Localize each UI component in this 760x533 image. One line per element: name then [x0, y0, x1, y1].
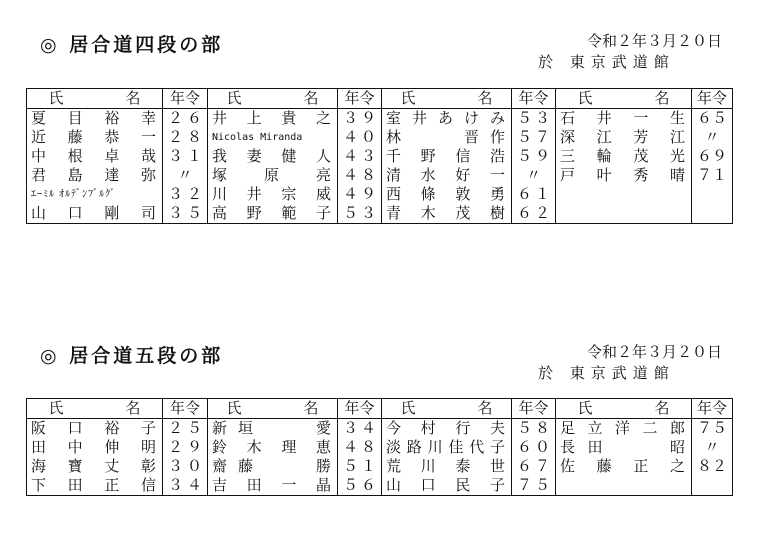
- header-age: 年令: [512, 89, 556, 109]
- candidate-name: 井上貴之: [208, 109, 338, 129]
- candidate-name: 海寶丈彰: [27, 457, 163, 476]
- candidate-age: ３４: [343, 419, 376, 437]
- candidate-age: ７５: [697, 419, 728, 437]
- header-age: 年令: [338, 89, 382, 109]
- header-name-surname-label: 氏: [577, 89, 593, 107]
- name-age-group: [26, 398, 208, 496]
- candidate-age: ４３: [343, 147, 376, 165]
- candidate-name: 中根卓哉: [27, 147, 163, 166]
- name-age-group: [26, 88, 208, 224]
- candidate-name: 三輪茂光: [556, 147, 692, 166]
- section-title-4dan: ◎ 居合道四段の部: [40, 34, 224, 56]
- candidate-age: ８２: [697, 457, 728, 475]
- header-name: [27, 399, 163, 419]
- table-row: [27, 457, 208, 476]
- candidate-name: 塚原亮: [208, 166, 338, 185]
- candidate-age: ４８: [343, 438, 376, 456]
- candidate-age: ２５: [168, 419, 202, 437]
- table-header-row: [382, 399, 556, 419]
- exam-date: 令和２年３月２０日: [586, 32, 722, 50]
- section-date-block: [532, 31, 722, 73]
- candidate-age: [692, 204, 733, 224]
- candidate-age: ３９: [343, 109, 376, 127]
- candidate-name: 川井宗威: [208, 185, 338, 204]
- header-name-surname-label: 氏: [577, 399, 593, 417]
- header-name-given-label: 名: [125, 89, 141, 107]
- table-row: [382, 128, 556, 147]
- header-name-given-label: 名: [303, 89, 319, 107]
- section-date-block: [532, 342, 722, 384]
- table-row: [27, 476, 208, 496]
- table-row: [556, 438, 733, 457]
- candidate-age: ３２: [168, 185, 202, 203]
- candidate-age: ５６: [343, 476, 376, 494]
- candidate-name: 室井あけみ: [382, 109, 512, 129]
- candidate-name: 我妻健人: [208, 147, 338, 166]
- exam-date: 令和２年３月２０日: [586, 343, 722, 361]
- header-name: [382, 399, 512, 419]
- table-row: [556, 419, 733, 439]
- candidate-age: ２９: [168, 438, 202, 456]
- candidate-name: 青木茂樹: [382, 204, 512, 224]
- candidate-age: ３０: [168, 457, 202, 475]
- candidate-age: ４９: [343, 185, 376, 203]
- candidate-age: ６２: [517, 204, 550, 222]
- table-row: [27, 109, 208, 129]
- candidate-name: ｴｰﾐﾙ ｵﾙﾃﾞﾝﾌﾞﾙｸﾞ: [27, 185, 163, 204]
- table-row: [382, 166, 556, 185]
- table-row: [556, 204, 733, 224]
- candidate-age: ７１: [697, 166, 728, 184]
- header-name-surname-label: 氏: [400, 89, 416, 107]
- candidate-name: [556, 204, 692, 224]
- table-row: [556, 185, 733, 204]
- table-row: [208, 128, 382, 147]
- header-age: 年令: [512, 399, 556, 419]
- table-row: [382, 147, 556, 166]
- name-age-group: [381, 398, 556, 496]
- table-row: [382, 204, 556, 224]
- candidate-name: 新垣 愛: [208, 419, 338, 439]
- candidate-age: 〃: [704, 438, 720, 456]
- table-row: [556, 457, 733, 476]
- table-row: [208, 204, 382, 224]
- header-age: 年令: [692, 399, 733, 419]
- header-name-given-label: 名: [125, 399, 141, 417]
- header-name: [208, 89, 338, 109]
- table-row: [208, 147, 382, 166]
- candidate-name: 高野範子: [208, 204, 338, 224]
- name-age-group: [555, 398, 733, 496]
- table-row: [208, 185, 382, 204]
- name-age-group: [207, 88, 382, 224]
- candidate-name: 阪口裕子: [27, 419, 163, 439]
- table-row: [556, 128, 733, 147]
- header-name-surname-label: 氏: [48, 89, 64, 107]
- candidate-name: 君島達弥: [27, 166, 163, 185]
- candidate-age: 〃: [177, 166, 193, 184]
- candidate-name: 吉田一晶: [208, 476, 338, 496]
- table-row: [382, 476, 556, 496]
- table-row: [556, 166, 733, 185]
- candidate-age: ５８: [517, 419, 550, 437]
- table-header-row: [208, 399, 382, 419]
- section-title-5dan: ◎ 居合道五段の部: [40, 345, 224, 367]
- candidate-age: ５７: [517, 128, 550, 146]
- candidate-age: ５１: [343, 457, 376, 475]
- table-row: [382, 109, 556, 129]
- header-name: [208, 399, 338, 419]
- candidate-name: 田中伸明: [27, 438, 163, 457]
- table-row: [27, 438, 208, 457]
- candidate-name: [556, 185, 692, 204]
- table-header-row: [556, 89, 733, 109]
- candidate-age: ６０: [517, 438, 550, 456]
- header-name-given-label: 名: [477, 89, 493, 107]
- candidate-name: [556, 476, 692, 496]
- candidate-age: [692, 476, 733, 496]
- table-row: [27, 128, 208, 147]
- header-age: 年令: [338, 399, 382, 419]
- table-row: [208, 419, 382, 439]
- header-name-surname-label: 氏: [226, 399, 242, 417]
- table-row: [382, 185, 556, 204]
- table-row: [208, 476, 382, 496]
- candidate-name: 鈴木理恵: [208, 438, 338, 457]
- header-name-given-label: 名: [654, 89, 670, 107]
- header-name-given-label: 名: [654, 399, 670, 417]
- candidate-name: 山口剛司: [27, 204, 163, 224]
- table-row: [208, 457, 382, 476]
- candidate-age: ４０: [343, 128, 376, 146]
- header-name-given-label: 名: [477, 399, 493, 417]
- candidate-name: 清水好一: [382, 166, 512, 185]
- table-header-row: [556, 399, 733, 419]
- candidate-age: ６９: [697, 147, 728, 165]
- candidate-age: ６５: [697, 109, 728, 127]
- candidate-name: 近藤恭一: [27, 128, 163, 147]
- candidate-age: 〃: [525, 166, 541, 184]
- header-age: 年令: [163, 399, 208, 419]
- name-age-group: [555, 88, 733, 224]
- exam-venue: 於 東京武道館: [538, 53, 675, 71]
- candidate-age: ３５: [168, 204, 202, 222]
- table-row: [27, 419, 208, 439]
- candidate-name: 千野信浩: [382, 147, 512, 166]
- header-name: [382, 89, 512, 109]
- exam-venue: 於 東京武道館: [538, 364, 675, 382]
- candidate-age: ５９: [517, 147, 550, 165]
- candidate-name: 足立洋二郎: [556, 419, 692, 439]
- candidate-name: 西條敦勇: [382, 185, 512, 204]
- table-row: [556, 147, 733, 166]
- candidate-name: 夏目裕幸: [27, 109, 163, 129]
- candidate-age: ４８: [343, 166, 376, 184]
- candidate-name: 今村行夫: [382, 419, 512, 439]
- header-name-given-label: 名: [303, 399, 319, 417]
- candidate-name: 荒川泰世: [382, 457, 512, 476]
- candidate-name: 林 晋作: [382, 128, 512, 147]
- name-age-group: [207, 398, 382, 496]
- candidate-age: ３４: [168, 476, 202, 494]
- table-row: [208, 438, 382, 457]
- table-row: [382, 419, 556, 439]
- table-row: [208, 166, 382, 185]
- candidate-name: 山口民子: [382, 476, 512, 496]
- table-row: [27, 147, 208, 166]
- header-name-surname-label: 氏: [400, 399, 416, 417]
- candidate-age: ６１: [517, 185, 550, 203]
- candidate-age: 〃: [704, 128, 720, 146]
- candidate-name: 淡路川佳代子: [382, 438, 512, 457]
- header-name-surname-label: 氏: [48, 399, 64, 417]
- header-age: 年令: [163, 89, 208, 109]
- table-row: [208, 109, 382, 129]
- name-age-group: [381, 88, 556, 224]
- table-header-row: [208, 89, 382, 109]
- table-row: [382, 457, 556, 476]
- table-row: [556, 109, 733, 129]
- header-age: 年令: [692, 89, 733, 109]
- candidate-age: ６７: [517, 457, 550, 475]
- table-header-row: [27, 89, 208, 109]
- table-row: [556, 476, 733, 496]
- candidate-name: 齋藤 勝: [208, 457, 338, 476]
- header-name: [556, 399, 692, 419]
- candidate-name: Nicolas Miranda: [208, 128, 338, 147]
- candidate-age: [692, 185, 733, 204]
- header-name: [556, 89, 692, 109]
- candidate-name: 石井一生: [556, 109, 692, 129]
- table-row: [382, 438, 556, 457]
- header-name-surname-label: 氏: [226, 89, 242, 107]
- table-header-row: [382, 89, 556, 109]
- candidate-age: ５３: [517, 109, 550, 127]
- table-row: [27, 185, 208, 204]
- table-row: [27, 204, 208, 224]
- candidate-age: ２８: [168, 128, 202, 146]
- candidate-name: 下田正信: [27, 476, 163, 496]
- candidate-name: 戸叶秀晴: [556, 166, 692, 185]
- candidate-age: ３１: [168, 147, 202, 165]
- candidate-name: 佐藤正之: [556, 457, 692, 476]
- candidate-name: 長田 昭: [556, 438, 692, 457]
- table-row: [27, 166, 208, 185]
- candidate-name: 深江芳江: [556, 128, 692, 147]
- candidate-age: ７５: [517, 476, 550, 494]
- candidate-age: ５３: [343, 204, 376, 222]
- candidate-age: ２６: [168, 109, 202, 127]
- table-header-row: [27, 399, 208, 419]
- header-name: [27, 89, 163, 109]
